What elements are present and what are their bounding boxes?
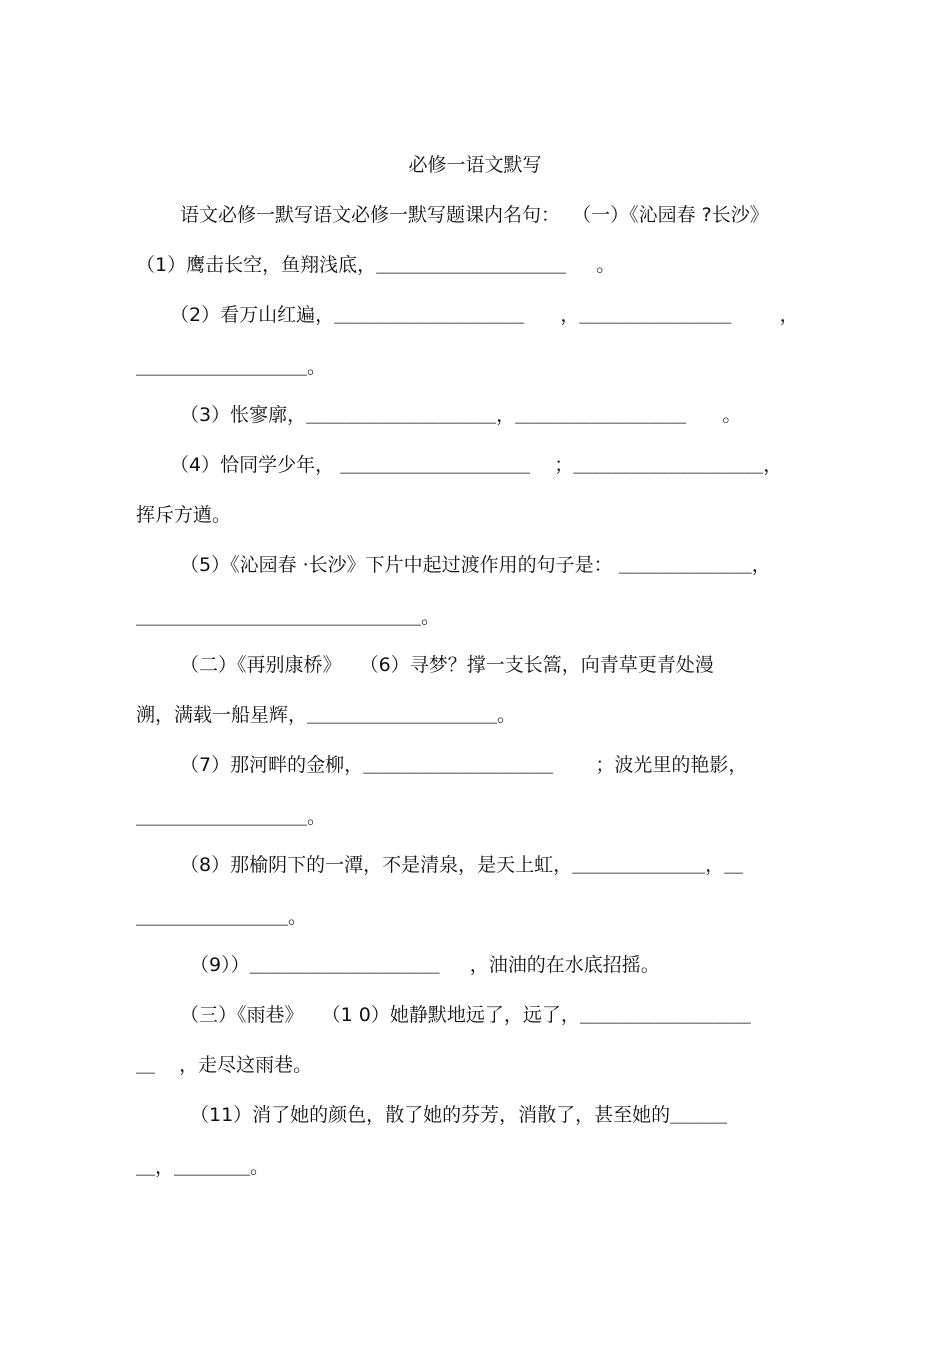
item-8-line-b: ＿＿＿＿＿＿＿＿。 (136, 906, 308, 928)
item-11-line-a: （11）消了她的颜色，散了她的芬芳，消散了，甚至她的＿＿＿ (190, 1104, 728, 1126)
item-6-line-b: 溯，满载一船星辉，＿＿＿＿＿＿＿＿＿＿。 (136, 704, 517, 726)
item-10-line-a: （三）《雨巷》 （1 0）她静默地远了，远了，＿＿＿＿＿＿＿＿＿ (180, 1004, 751, 1026)
item-8-line-a: （8）那榆阴下的一潭，不是清泉，是天上虹，＿＿＿＿＿＿＿，＿ (180, 854, 744, 876)
document-title: 必修一语文默写 (408, 154, 542, 176)
item-6-line-a: （二）《再别康桥》 （6）寻梦？撑一支长篙，向青草更青处漫 (180, 654, 714, 676)
item-5-line-a: （5）《沁园春 ·长沙》下片中起过渡作用的句子是： ＿＿＿＿＿＿＿， (180, 554, 771, 576)
item-4-line-a: （4）恰同学少年， ＿＿＿＿＿＿＿＿＿＿ ；＿＿＿＿＿＿＿＿＿＿， (170, 454, 783, 476)
item-1-line: （1）鹰击长空，鱼翔浅底，＿＿＿＿＿＿＿＿＿＿ 。 (136, 254, 616, 276)
item-3-line: （3）怅寥廓，＿＿＿＿＿＿＿＿＿＿，＿＿＿＿＿＿＿＿＿ 。 (180, 404, 742, 426)
item-7-line-b: ＿＿＿＿＿＿＿＿＿。 (136, 806, 327, 828)
item-5-line-b: ＿＿＿＿＿＿＿＿＿＿＿＿＿＿＿。 (136, 606, 441, 628)
item-7-line-a: （7）那河畔的金柳，＿＿＿＿＿＿＿＿＿＿ ；波光里的艳影， (180, 754, 748, 776)
item-10-line-b: ＿ ，走尽这雨巷。 (136, 1054, 313, 1076)
item-4-line-b: 挥斥方遒。 (136, 504, 232, 526)
item-2-line-a: （2）看万山红遍，＿＿＿＿＿＿＿＿＿＿ ，＿＿＿＿＿＿＿＿ ， (170, 304, 799, 326)
item-11-line-b: ＿，＿＿＿＿。 (136, 1156, 270, 1178)
item-2-line-b: ＿＿＿＿＿＿＿＿＿。 (136, 356, 327, 378)
item-9-line: （9））＿＿＿＿＿＿＿＿＿＿ ，油油的在水底招摇。 (190, 954, 660, 976)
intro-line: 语文必修一默写语文必修一默写题课内名句： （一）《沁园春 ?长沙》 (180, 204, 769, 226)
